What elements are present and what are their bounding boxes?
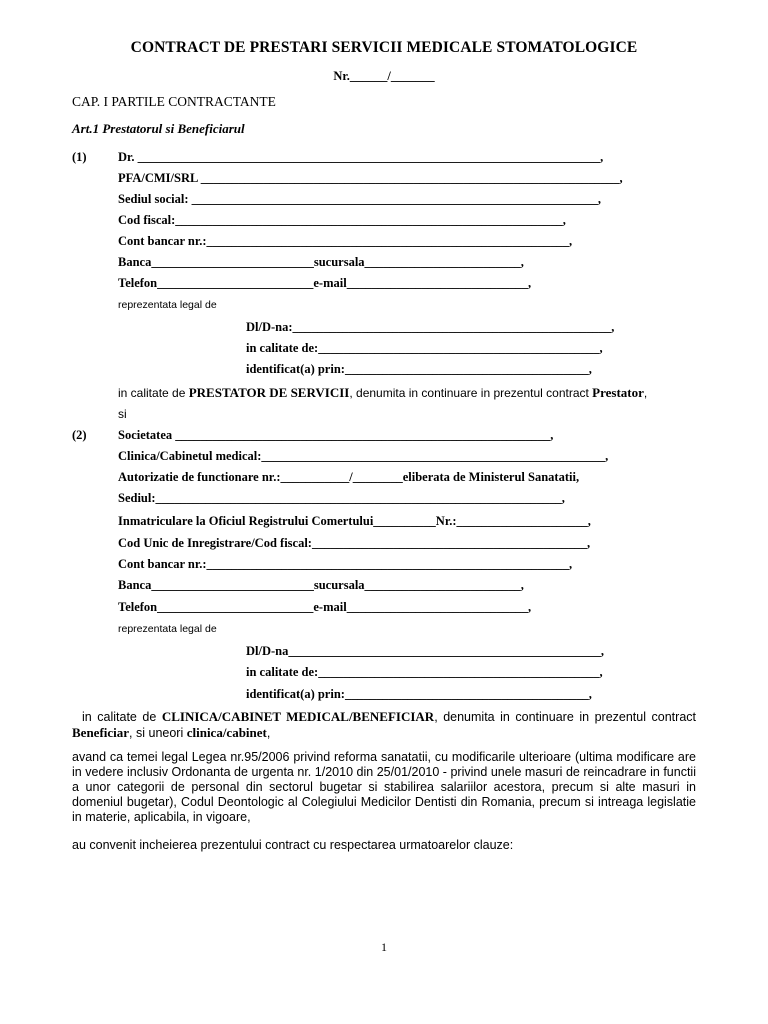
page-number: 1 [381,940,387,954]
party1-rep-id-field: identificat(a) prin:_______________________________________, [246,362,592,376]
party2-bank-field: Banca__________________________sucursala_________________________, [118,578,524,592]
party1-role-statement: in calitate de PRESTATOR DE SERVICII, denumita in continuare in prezentul contract Prestator, [118,385,648,400]
article-heading: Art.1 Prestatorul si Beneficiarul [72,121,245,136]
party2-registered-office-field: Sediul:_________________________________________________________________, [118,491,565,505]
party2-authorization-field: Autorizatie de functionare nr.:___________/________eliberata de Ministerul Sanatatii, [118,470,580,484]
chapter-heading: CAP. I PARTILE CONTRACTANTE [72,94,276,109]
party2-represented-by-label: reprezentata legal de [118,623,217,635]
agreement-statement: au convenit incheierea prezentului contract cu respectarea urmatoarelor clauze: [72,838,514,852]
party1-fiscal-code-field: Cod fiscal:______________________________________________________________, [118,213,566,227]
party2-trade-register-field: Inmatriculare la Oficiul Registrului Comertului__________Nr.:_____________________, [118,514,591,528]
party1-rep-name-field: Dl/D-na:___________________________________________________, [246,320,615,334]
party1-bank-field: Banca__________________________sucursala_________________________, [118,255,524,269]
party1-pfa-field: PFA/CMI/SRL ___________________________________________________________________, [118,171,623,185]
party2-rep-name-field: Dl/D-na__________________________________________________, [246,644,604,658]
party2-clinic-field: Clinica/Cabinetul medical:_______________________________________________________, [118,449,609,463]
party1-rep-capacity-field: in calitate de:_____________________________________________, [246,341,603,355]
party2-index: (2) [72,428,87,442]
party1-bank-account-field: Cont bancar nr.:__________________________________________________________, [118,234,573,248]
legal-basis-paragraph: avand ca temei legal Legea nr.95/2006 privind reforma sanatatii, cu modificarile ulterioare (ultima modificare are in vedere inclusiv Ordonanta de urgenta nr. 1/2010 din 25/01/2010 - privind unele masuri de reincadrare in functii a unor categorii de personal din sectorul bugetar si stabilirea salariilor acestora, precum si alte masuri in domeniul bugetar), Codul Deontologic al Colegiului Medicilor Dentisti din Romania, precum si intreaga legislatie in materie, aplicabila, in vigoare, [72,750,696,824]
party2-bank-account-field: Cont bancar nr.:__________________________________________________________, [118,557,573,571]
document-title: CONTRACT DE PRESTARI SERVICII MEDICALE STOMATOLOGICE [130,39,638,56]
party2-rep-capacity-field: in calitate de:_____________________________________________, [246,665,603,679]
party2-phone-email-field: Telefon_________________________e-mail_____________________________, [118,600,532,614]
party2-company-field: Societatea ____________________________________________________________, [118,428,554,442]
party2-rep-id-field: identificat(a) prin:_______________________________________, [246,687,592,701]
party1-index: (1) [72,150,87,164]
party1-doctor-field: Dr. __________________________________________________________________________, [118,150,604,164]
contract-number-line: Nr.______/_______ [333,69,435,83]
party2-fiscal-code-field: Cod Unic de Inregistrare/Cod fiscal:____________________________________________, [118,536,591,550]
party2-role-statement: in calitate de CLINICA/CABINET MEDICAL/BENEFICIAR, denumita in continuare in prezentul contract Beneficiar, si uneori clinica/cabinet, [72,709,696,740]
party1-registered-office-field: Sediul social: _________________________________________________________________, [118,192,601,206]
party1-represented-by-label: reprezentata legal de [118,299,217,311]
party1-phone-email-field: Telefon_________________________e-mail_____________________________, [118,276,532,290]
conjunction-and: si [118,407,127,421]
